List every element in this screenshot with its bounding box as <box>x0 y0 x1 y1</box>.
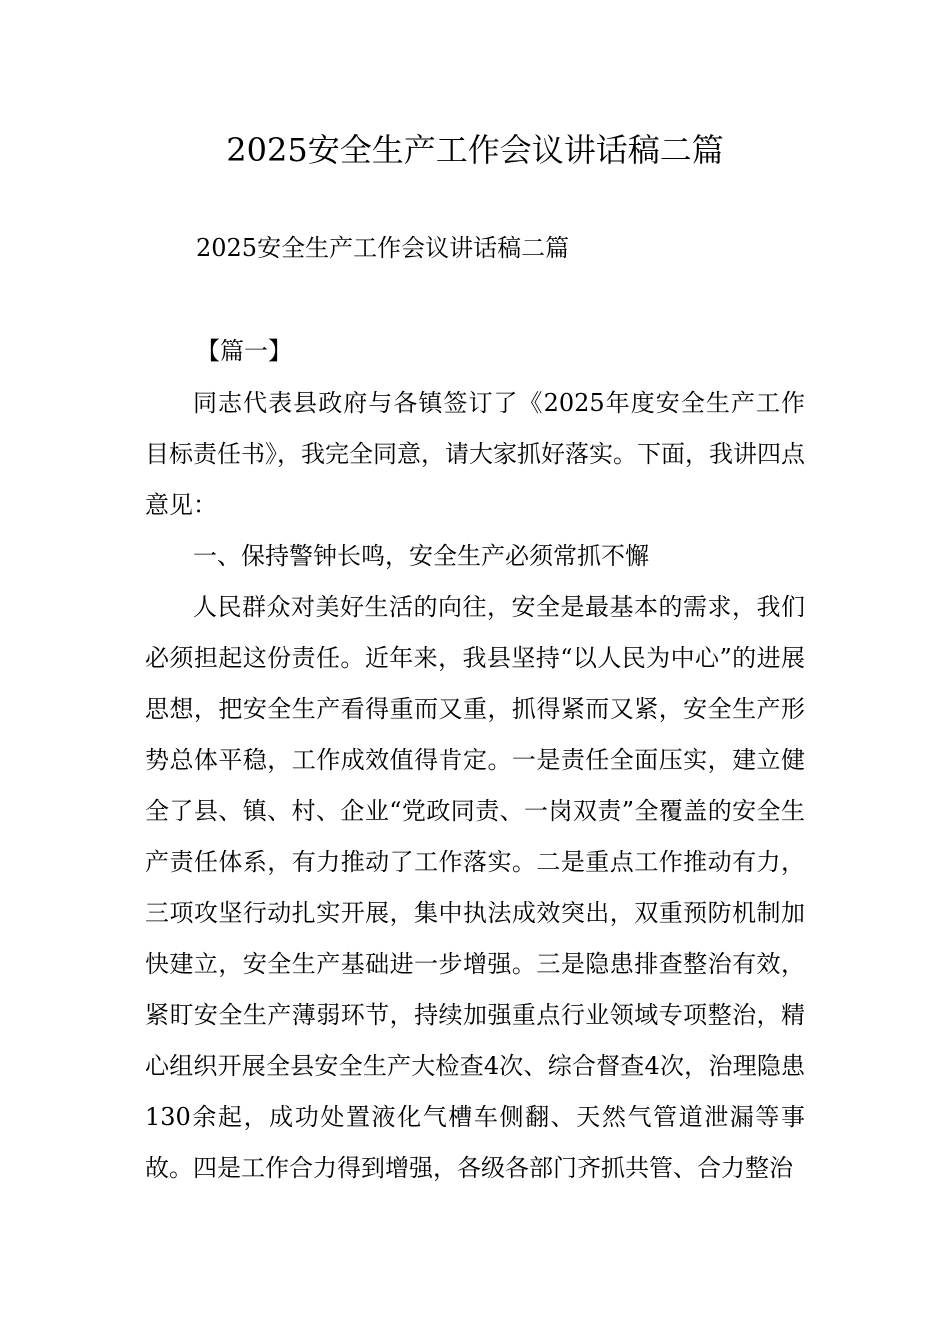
document-subtitle: 2025安全生产工作会议讲话稿二篇 <box>196 234 570 262</box>
paragraph-main: 人民群众对美好生活的向往，安全是最基本的需求，我们必须担起这份责任。近年来，我县坚持“以人民为中心”的进展思想，把安全生产看得重而又重，抓得紧而又紧，安全生产形势总体平稳，工作成效值得肯定。一是责任全面压实，建立健全了县、镇、村、企业“党政同责、一岗双责”全覆盖的安全生产责任体系，有力推动了工作落实。二是重点工作推动有力，三项攻坚行动扎实开展，集中执法成效突出，双重预防机制加快建立，安全生产基础进一步增强。三是隐患排查整治有效，紧盯安全生产薄弱环节，持续加强重点行业领域专项整治，精心组织开展全县安全生产大检查4次、综合督查4次，治理隐患130余起，成功处置液化气槽车侧翻、天然气管道泄漏等事故。四是工作合力得到增强，各级各部门齐抓共管、合力整治 <box>145 593 805 1182</box>
document-body <box>145 378 805 1194</box>
paragraph-intro: 同志代表县政府与各镇签订了《2025年度安全生产工作目标责任书》，我完全同意，请大家抓好落实。下面，我讲四点意见： <box>145 389 805 519</box>
paragraph-heading-one: 一、保持警钟长鸣，安全生产必须常抓不懈 <box>193 542 649 570</box>
section-label: 【篇一】 <box>196 337 292 365</box>
document-title: 2025安全生产工作会议讲话稿二篇 <box>226 131 724 169</box>
